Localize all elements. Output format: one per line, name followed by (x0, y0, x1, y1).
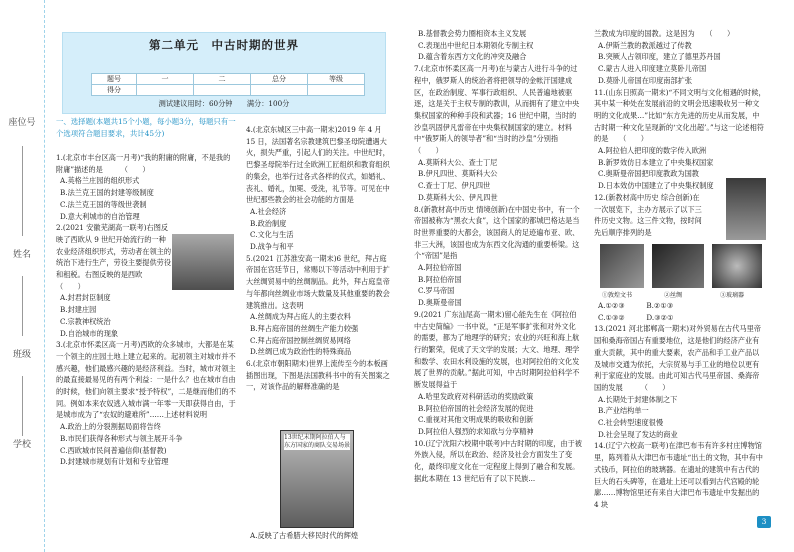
column-2-tail (246, 530, 392, 542)
column-4-lower (594, 300, 766, 511)
option: D.社会呈现了发达的商业 (598, 429, 678, 439)
option: C.社会转型速度很慢 (598, 418, 664, 428)
option: D.奥斯曼帝国 (418, 298, 462, 308)
option: C.宗教神权统治 (60, 316, 111, 326)
question-7: 7.(北京市怀柔区高一月考)在与蒙古人进行斗争的过程中，俄罗斯人的统治者将把领导的金帐汗国建成区，在政治制度、军事行政组织、人民普遍地被驱逐，这是关于主权专制的教训，从而拥有了建立中央集权国家的种种手段和武器；16 世纪中期，当时的沙皇巩固伊凡雷帝在中央集权制国家的建立。材料中“俄罗斯人的领导者”和“当时的沙皇”分别指 （ ） (414, 64, 580, 156)
score-input-cell[interactable] (137, 85, 194, 96)
option: B.市民们获得各种形式与领主展开斗争 (60, 433, 183, 443)
option: B.封建庄园 (60, 305, 97, 315)
question-10: 10.(辽宁沈阳六校期中联考)中古时期的印度，由于被外族入侵，所以在政治、经济及社会方面发生了变化，最终印度文化在一定程度上得到了融合和发展。据此本期在 13 世纪后有了以下民族... (414, 438, 582, 483)
option: A.阿拉伯帝国 (418, 263, 462, 273)
relic-image-2 (652, 244, 704, 288)
option: C.蒙古人进入印度建立莫卧儿帝国 (598, 64, 707, 74)
question-8: 8.(新教材高中历史 情境创新)在中国史书中，有一个帝国被称为“黑衣大食”，这个国家的都城巴格达是当时世界重要的大都会，该国商人的足迹遍布亚、欧、非三大洲，该国也成为东西文化沟通的重要桥梁。这个“帝国”是指 (414, 204, 580, 261)
question-10-continued: 兰教成为印度的国教。这是因为 （ ） (594, 29, 735, 38)
option: D.战争与和平 (250, 242, 294, 252)
relic-side-image (726, 178, 766, 240)
option: C.拜占庭帝国控制丝绸贸易网络 (250, 335, 351, 345)
question-3: 3.(北京市怀柔区高一月考)西欧的众多城市，大都是在某一个领主的庄园土地上建立起来的。起初领主对城市并不感兴趣，他们最感兴趣的是经济利益。当时，城市对领主的最直接最易见的有两个利益：一是什么？也在城市自由的时候，他们向领主要求“授予特权”，二是继而他们的不同。例如本来农奴逃入城市满一年零一天即获得自由，于是城市成为了“农奴的避难所”……上述材料说明 (56, 340, 236, 420)
manor-image (172, 234, 234, 290)
score-table-cell: 总分 (251, 74, 308, 85)
score-table (91, 73, 365, 96)
option: C.表现出中世纪日本期领化专制主权 (418, 40, 534, 50)
option: B.阿拉伯帝国的社会经济发展的促进 (418, 403, 534, 413)
class-line (22, 376, 23, 436)
option: C.法兰克王国的等级世袭制 (60, 199, 147, 209)
option: B.突厥人占领印度，建立了德里苏丹国 (598, 52, 721, 62)
option: B.伊凡四世、莫斯科大公 (418, 169, 498, 179)
option: C.西欧城市民间普遍信仰(基督教) (60, 445, 167, 455)
option: A.①②③ B.②①③ (598, 301, 674, 310)
exam-info: 测试建议用时：60分钟 满分：100分 (158, 99, 290, 108)
question-6: 6.(北京市朝阳期末)世界上流传至今的本板画插图出现，下图是法国教科书中的有关图案之一，对该作品的解释准确的是 (246, 359, 390, 392)
option: C.重视对其他文明成果的吸收和创新 (418, 415, 534, 425)
option: C.奥斯曼帝国把印度教政为国教 (598, 169, 699, 179)
school-label: 学校 (12, 440, 31, 450)
relic-image-1 (600, 244, 644, 288)
question-13: 13.(2021 河北邯郸高一期末)对外贸易在古代马里帝国和桑海帝国占有重要地位，这是他们的经济产业有重大贡献，其中的重大要素，农产品和手工业产品以及城市交通为依托，大宗贸易与手工业的地位以更有利于家庭业的发展。由此可知古代马里帝国、桑海帝国的发展 （ ） (594, 324, 761, 392)
column-3 (414, 28, 582, 484)
question-4: 4.(北京东城区三中高一期末)2019 年 4 月 15 日，法国著名宗教建筑巴黎圣母院遭遇大火，损失严重，引起人们的关注。中世纪时，巴黎圣母院举行过全欧洲工匠组织和教育组织的集会，也举行过各式各样的仪式，如婚礼、丧礼、婚礼，加冕、受洗，礼节等。可见在中世纪那些教会的社会功能的方面是 (246, 125, 390, 205)
column-1 (56, 152, 236, 468)
painting-caption: 13世纪末期阿拉伯人与东方国家的商队交易场景 (284, 434, 351, 449)
option: D.封建城市规划有计划和专业管理 (60, 457, 169, 467)
score-input-cell[interactable] (308, 85, 365, 96)
score-table-cell: 等级 (308, 74, 365, 85)
option: C.①③② D.③②① (598, 312, 674, 322)
option: D.莫卧儿帝国在印度南部扩张 (598, 75, 693, 85)
option: B.阿拉伯帝国 (418, 274, 462, 284)
class-label: 班级 (12, 350, 31, 360)
seat-number-label: 座位号 (8, 118, 36, 128)
option: B.法兰克王国的封建等级制度 (60, 188, 154, 198)
option: D.阿拉伯人强烈的求知欲与分享精神 (418, 426, 534, 436)
religious-painting-image (280, 430, 354, 528)
score-table-cell: 一 (137, 74, 194, 85)
option: D.自治城市的现象 (60, 328, 119, 338)
seat-number-line (22, 146, 23, 236)
relic-caption-1: ①敦煌文书 (602, 292, 633, 299)
option: D.丝绸已成为政治性的特殊商品 (250, 347, 352, 357)
column-2 (246, 124, 392, 393)
option: C.查士丁尼、伊凡四世 (418, 181, 491, 191)
section-heading: 一、选择题(本题共15个小题，每小题3分，每题只有一个选项符合题目要求，共计45分) (56, 117, 236, 138)
option: C.文化与生活 (250, 230, 294, 240)
option: A.丝绸成为拜占庭人的主要衣料 (250, 312, 351, 322)
option: D.蕴含着东西方文化的冲突及融合 (418, 52, 527, 62)
name-label: 姓名 (12, 250, 31, 260)
option: A.社会经济 (250, 206, 287, 216)
question-1: 1.(北京市丰台区高一月考)“我的附庸的附庸，不是我的附庸”描述的是 （ ） (56, 153, 231, 174)
score-table-cell: 得分 (92, 85, 137, 96)
option: A.长期处于封建体制之下 (598, 394, 678, 404)
relic-caption-3: ③玻璃器 (720, 292, 745, 299)
relic-caption-2: ②丝绸 (664, 292, 683, 299)
option: A.反映了古希腊大移民时代的辉煌 (250, 531, 359, 540)
option: B.政治制度 (250, 218, 287, 228)
question-9: 9.(2021 广东汕尾高一期末)留心能先生在《阿拉伯中古史简编》一书中说，“正是军事扩张和对外文化的需要，都为了地理学的研究；农业的兴旺和海上航行的繁荣，促成了天文学的发展；大文、地理、理学和数学、农田水利设施的发展，也对阿拉伯的文化发展了世界的贡献。”据此可知，中古时期阿拉伯科学不断发展得益于 (414, 309, 580, 390)
question-2: 2.(2021 安徽芜湖高一联考)右图反映了西欧从 9 世纪开始流行的一种农业经济组织形式，劳动者在领主的统治下进行生产，劳役主要提供劳役和租税。右图反映的是西欧 （ ） (56, 223, 172, 291)
option: C.罗马帝国 (418, 286, 455, 296)
question-14: 14.(辽宁六校高一联考)在津巴布韦有许多村庄博物馆里，陈列着从大津巴布韦遗址“出土的文物，其中有中式钱币，阿拉伯的玻璃器。在遗址的建筑中有古代的巨大的石头碑等，在遗址上还可以看到古代宫殿的轮廓……博物馆里还有来自大津巴布韦遗址中发掘出的 4 块 (594, 441, 763, 509)
score-input-cell[interactable] (251, 85, 308, 96)
name-line (22, 276, 23, 336)
option: D.莫斯科大公、伊凡四世 (418, 192, 498, 202)
question-5: 5.(2021 江苏淮安高一期末)6 世纪，拜占庭帝国在宫廷节日，常赐以下等活动中利用于扩大丝绸贸易中的丝绸制品。此外，拜占庭皇帝与年都向丝绸业市场大数量及其他重要的教会建筑推出。这表明 (246, 253, 390, 310)
option: A.伊斯兰教的教派越过了传教 (598, 40, 692, 50)
option: D.意大利城市的自治管理 (60, 211, 140, 221)
option: B.基督教会势力圈相资本主义发展 (418, 29, 527, 38)
score-table-cell: 二 (194, 74, 251, 85)
option: B.拜占庭帝国的丝绸生产能力较强 (250, 323, 359, 333)
question-11: 11.(山东日照高一期末)“不同文明与文化相遇的时候，其中某一种处在发展前沿的文明会迅速吸收另一种文明的文化成果…”比如“东方先进的历史从而发展，中古时期一种文化呈现新的‘文化出超’。”与这一论述相符的是 （ ） (594, 87, 766, 144)
score-input-cell[interactable] (194, 85, 251, 96)
option: B.产业结构单一 (598, 406, 649, 416)
option: B.新罗效仿日本建立了中央集权国家 (598, 157, 714, 167)
relic-image-3 (712, 244, 762, 288)
option: A.英格兰庄园的组织形式 (60, 176, 140, 186)
option: A.政治上的分裂割据局面将告终 (60, 422, 161, 432)
question-12: 12.(新教材高中历史 综合创新)在一次展览下，主办方展示了以下三件历史文物。这三件文物，按时间先后顺序排列的是 (594, 192, 702, 237)
option: A.哈里发政府对科研活动的奖励政策 (418, 391, 534, 401)
option: D.日本效仿中国建立了中央集权制度 (598, 181, 714, 191)
option: A.莫斯科大公、查士丁尼 (418, 157, 498, 167)
score-table-cell: 题号 (92, 74, 137, 85)
unit-title: 第二单元 中古时期的世界 (149, 38, 299, 52)
option: A.阿拉伯人把印度的数字传入欧洲 (598, 146, 707, 156)
option: A.封君封臣制度 (60, 293, 111, 303)
unit-header (62, 32, 386, 114)
binding-margin (0, 0, 45, 552)
page-number: 3 (757, 516, 771, 528)
